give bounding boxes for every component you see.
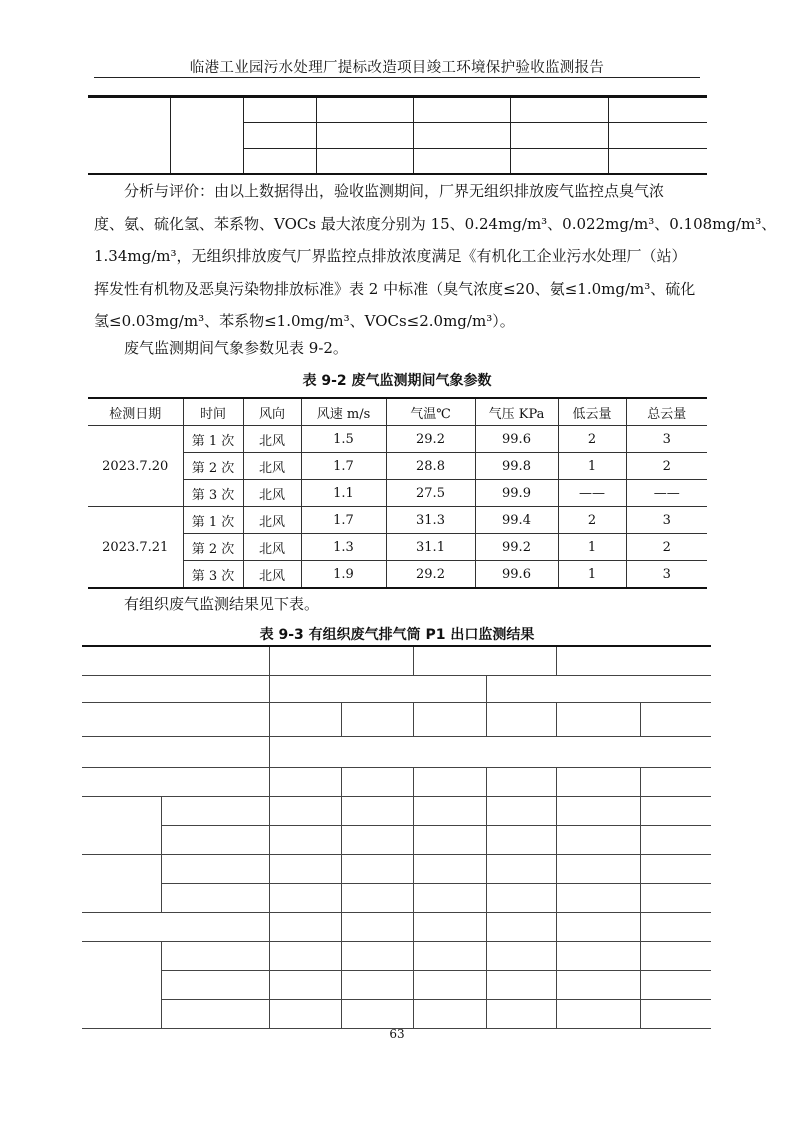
table-cell: 1.5 — [301, 426, 386, 453]
table-cell — [640, 767, 711, 796]
table-cell — [556, 796, 640, 825]
table-cell — [161, 825, 269, 854]
table-cell: 北风 — [243, 561, 301, 589]
table-cell — [170, 97, 243, 174]
table-cell — [556, 767, 640, 796]
table-cell — [82, 646, 269, 675]
header-cell: 时间 — [183, 398, 243, 426]
table-cell: 1 — [558, 534, 626, 561]
table-cell — [510, 149, 608, 174]
analysis-paragraph — [94, 175, 777, 338]
table-cell — [269, 702, 341, 736]
table-cell: 3 — [626, 426, 707, 453]
organized-intro-paragraph — [94, 588, 700, 621]
table-cell — [640, 702, 711, 736]
table-cell: 27.5 — [386, 480, 475, 507]
table-cell: 北风 — [243, 507, 301, 534]
header-cell: 气温℃ — [386, 398, 475, 426]
table-cell — [640, 883, 711, 912]
table-cell — [341, 941, 413, 970]
table-cell: 2 — [626, 453, 707, 480]
table-cell — [413, 912, 486, 941]
header-cell: 检测日期 — [88, 398, 183, 426]
table-row — [88, 426, 707, 453]
table-cell — [341, 854, 413, 883]
table-cell — [341, 883, 413, 912]
table-cell: 1.9 — [301, 561, 386, 589]
table-cell: 1 — [558, 453, 626, 480]
table-cell: 29.2 — [386, 426, 475, 453]
table-cell — [640, 796, 711, 825]
table-cell: 第 3 次 — [183, 480, 243, 507]
table-cell — [341, 767, 413, 796]
table-cell: 第 1 次 — [183, 507, 243, 534]
table-cell — [243, 149, 316, 174]
table-cell: 31.1 — [386, 534, 475, 561]
table-cell — [486, 854, 556, 883]
table-cell: 99.6 — [475, 561, 558, 589]
table-cell: 2 — [558, 426, 626, 453]
table-cell — [413, 646, 556, 675]
table-cell — [341, 912, 413, 941]
table-cell — [486, 675, 711, 702]
table-cell — [269, 854, 341, 883]
table-cell: 第 2 次 — [183, 534, 243, 561]
table-cell — [556, 999, 640, 1028]
table-cell — [486, 767, 556, 796]
table-cell — [413, 702, 486, 736]
table-cell: 1.7 — [301, 453, 386, 480]
table-cell — [556, 941, 640, 970]
table-cell — [556, 854, 640, 883]
table-cell: 99.8 — [475, 453, 558, 480]
table-cell: 北风 — [243, 426, 301, 453]
table-cell: 99.6 — [475, 426, 558, 453]
table-cell — [486, 796, 556, 825]
table-cell — [608, 123, 707, 149]
table-cell — [640, 825, 711, 854]
table-cell — [486, 970, 556, 999]
table-cell — [413, 97, 510, 123]
table-cell — [640, 854, 711, 883]
table-cell — [341, 702, 413, 736]
paragraph-line: 1.34mg/m³，无组织排放废气厂界监控点排放浓度满足《有机化工企业污水处理厂（站） — [94, 247, 687, 265]
table-cell — [413, 123, 510, 149]
table-cell — [413, 854, 486, 883]
table-cell — [269, 675, 486, 702]
table-cell — [269, 796, 341, 825]
table-cell — [269, 999, 341, 1028]
table-cell — [640, 999, 711, 1028]
table-cell: 第 2 次 — [183, 453, 243, 480]
table-cell — [413, 941, 486, 970]
header-rule — [94, 77, 700, 78]
table-cell — [161, 796, 269, 825]
table-row — [88, 507, 707, 534]
table-cell: 2 — [558, 507, 626, 534]
table-cell — [82, 912, 269, 941]
table-cell — [161, 941, 269, 970]
table-cell: —— — [558, 480, 626, 507]
table-cell — [486, 999, 556, 1028]
table-cell: 28.8 — [386, 453, 475, 480]
table-cell: 1.7 — [301, 507, 386, 534]
table-cell — [556, 702, 640, 736]
table-cell: 3 — [626, 507, 707, 534]
table-cell — [269, 736, 711, 767]
table-cell — [316, 123, 413, 149]
weather-params-table — [88, 397, 707, 589]
table-cell — [82, 796, 161, 854]
table-cell — [608, 149, 707, 174]
table-cell — [608, 97, 707, 123]
table-cell — [413, 825, 486, 854]
table-cell — [269, 912, 341, 941]
table-cell — [82, 767, 269, 796]
continued-table — [88, 95, 707, 175]
table-cell — [82, 941, 161, 1028]
table-cell — [341, 796, 413, 825]
header-cell: 总云量 — [626, 398, 707, 426]
table-cell — [269, 646, 413, 675]
table-cell — [316, 149, 413, 174]
table-cell — [341, 999, 413, 1028]
table-cell — [341, 970, 413, 999]
paragraph-line: 废气监测期间气象参数见表 9-2。 — [124, 339, 348, 357]
report-header-title: 临港工业园污水处理厂提标改造项目竣工环境保护验收监测报告 — [189, 60, 605, 76]
table-cell — [82, 702, 269, 736]
table-cell — [413, 796, 486, 825]
table-cell — [413, 149, 510, 174]
table-cell: 北风 — [243, 480, 301, 507]
table-cell: 31.3 — [386, 507, 475, 534]
table-cell: 2 — [626, 534, 707, 561]
table-cell: 第 1 次 — [183, 426, 243, 453]
header-cell: 风速 m/s — [301, 398, 386, 426]
table-cell — [82, 736, 269, 767]
table-cell — [486, 941, 556, 970]
table-cell: 北风 — [243, 453, 301, 480]
table-cell: 99.2 — [475, 534, 558, 561]
table-cell: 3 — [626, 561, 707, 589]
table-cell — [486, 825, 556, 854]
table-cell — [510, 97, 608, 123]
paragraph-line: 分析与评价：由以上数据得出，验收监测期间，厂界无组织排放废气监控点臭气浓 — [124, 182, 665, 200]
table-cell — [161, 854, 269, 883]
table-cell: 1 — [558, 561, 626, 589]
table-cell — [556, 970, 640, 999]
table-cell — [640, 941, 711, 970]
table-cell: 第 3 次 — [183, 561, 243, 589]
table-cell: 1.3 — [301, 534, 386, 561]
table-cell: 北风 — [243, 534, 301, 561]
table-cell — [486, 912, 556, 941]
table-9-3-caption: 表 9-3 有组织废气排气筒 P1 出口监测结果 — [259, 627, 535, 643]
table-cell — [486, 702, 556, 736]
paragraph-line: 度、氨、硫化氢、苯系物、VOCs 最大浓度分别为 15、0.24mg/m³、0.022mg/m³、0.108mg/m³、 — [94, 214, 777, 233]
paragraph-line: 有组织废气监测结果见下表。 — [124, 595, 320, 613]
table-cell — [269, 825, 341, 854]
table-cell: 29.2 — [386, 561, 475, 589]
table-cell — [640, 970, 711, 999]
table-cell — [82, 675, 269, 702]
header-cell: 低云量 — [558, 398, 626, 426]
table-cell — [161, 999, 269, 1028]
page-number: 63 — [389, 1027, 405, 1041]
table-cell — [413, 767, 486, 796]
table-cell — [269, 883, 341, 912]
table-cell — [243, 97, 316, 123]
table-cell — [161, 883, 269, 912]
table-cell — [269, 941, 341, 970]
table-cell — [640, 912, 711, 941]
table-cell — [413, 883, 486, 912]
table-cell — [161, 970, 269, 999]
paragraph-line: 挥发性有机物及恶臭污染物排放标准》表 2 中标准（臭气浓度≤20、氨≤1.0mg/m³、硫化 — [94, 279, 696, 298]
table-9-2-caption: 表 9-2 废气监测期间气象参数 — [302, 373, 492, 389]
table-cell: —— — [626, 480, 707, 507]
table-cell — [82, 854, 161, 912]
weather-intro-paragraph — [94, 332, 700, 365]
table-cell — [243, 123, 316, 149]
table-cell: 99.9 — [475, 480, 558, 507]
table-cell — [556, 646, 711, 675]
table-cell — [316, 97, 413, 123]
table-cell — [556, 912, 640, 941]
table-cell — [556, 825, 640, 854]
paragraph-line: 氢≤0.03mg/m³、苯系物≤1.0mg/m³、VOCs≤2.0mg/m³）。 — [94, 312, 515, 330]
p1-outlet-results-table — [82, 645, 711, 1029]
table-cell — [269, 970, 341, 999]
table-cell: 1.1 — [301, 480, 386, 507]
table-cell — [269, 767, 341, 796]
table-cell — [556, 883, 640, 912]
header-cell: 气压 KPa — [475, 398, 558, 426]
date-cell: 2023.7.20 — [88, 426, 183, 507]
table-cell — [341, 825, 413, 854]
table-cell — [486, 883, 556, 912]
table-cell: 99.4 — [475, 507, 558, 534]
table-cell — [88, 97, 170, 174]
table-header-row — [88, 398, 707, 426]
table-cell — [510, 123, 608, 149]
table-cell — [413, 970, 486, 999]
header-cell: 风向 — [243, 398, 301, 426]
date-cell: 2023.7.21 — [88, 507, 183, 589]
table-cell — [413, 999, 486, 1028]
